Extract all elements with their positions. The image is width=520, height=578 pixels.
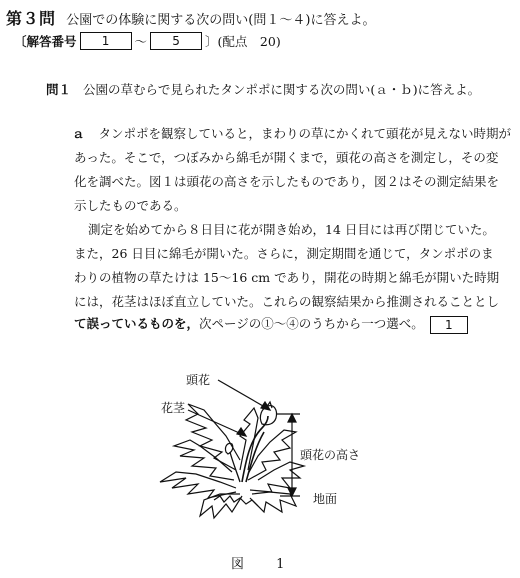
part-a-line-5: 測定を始めてから８日目に花が開き始め，14 日目には再び閉じていた。 <box>88 222 495 237</box>
answer-box-1: 1 <box>430 316 468 334</box>
answer-suffix: 〕(配点 20) <box>205 34 281 49</box>
label-head: 頭花 <box>186 373 211 387</box>
part-a-bold-text: て誤っているものを， <box>74 316 200 331</box>
part-a-text-1: タンポポを観察していると，まわりの草にかくれて頭花が見えない時期が <box>98 126 512 141</box>
part-a-line-8: には，花茎はほぼ直立していた。これらの観察結果から推測されることとし <box>74 294 500 309</box>
flower-stem-2 <box>246 432 264 482</box>
part-a-rest-text: 次ページの①～④のうちから一つ選べ。 <box>199 316 424 331</box>
problem-number: 第３問 <box>6 9 56 28</box>
answer-start-box: 1 <box>80 32 132 50</box>
answer-end-box: 5 <box>150 32 202 50</box>
question-1-label: 問１ <box>46 82 72 97</box>
part-a-line-3: 化を調べた。図１は頭花の高さを示したものであり，図２はその測定結果を <box>74 174 500 189</box>
part-a-line-6: また，26 日目に綿毛が開いた。さらに，測定期間を通じて，タンポポのま <box>74 246 494 261</box>
label-ground: 地面 <box>313 492 338 506</box>
arrow-stem-pointer <box>188 410 246 436</box>
problem-question: 公園での体験に関する次の問い(問１～４)に答えよ。 <box>66 13 376 28</box>
label-stem: 花茎 <box>161 401 186 415</box>
leaf-left-2 <box>174 440 234 480</box>
answer-tilde: ～ <box>134 34 148 49</box>
figure-caption: 図 1 <box>231 557 299 572</box>
part-a-line-7: わりの植物の草たけは 15～16 cm であり，開花の時期と綿毛が開いた時期 <box>74 270 500 285</box>
leaf-right-low <box>250 492 296 512</box>
label-height: 頭花の高さ <box>300 448 361 462</box>
part-a-line-4: 示したものである。 <box>74 198 187 213</box>
question-1-text: 公園の草むらで見られたタンポポに関する次の問い(ａ・ｂ)に答えよ。 <box>83 82 481 97</box>
part-a-line-2: あった。そこで，つぼみから綿毛が開くまで，頭花の高さを測定し，その変 <box>74 150 499 165</box>
part-a-label: ａ <box>72 126 85 141</box>
answer-prefix: 〔解答番号 <box>14 34 77 49</box>
